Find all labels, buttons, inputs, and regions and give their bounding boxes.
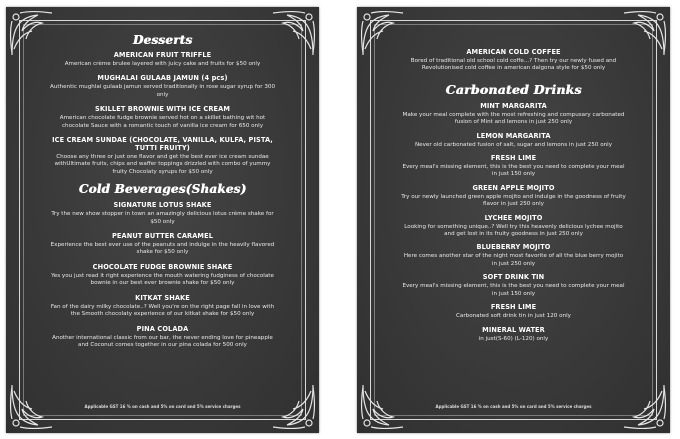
menu-item-name: AMERICAN FRUIT TRIFFLE — [113, 51, 212, 59]
menu-item-description: in just(S-60) (L-120) only — [478, 335, 549, 342]
menu-item-name: MINERAL WATER — [482, 325, 545, 334]
menu-item-description: Every meal's missing element, this is the best you need to complete your meal in just 150 only — [402, 283, 625, 297]
menu-item-description: Yes you just read it right experience the mouth watering fudginess of chocolate bownie in our best ever brownie shake for $50 only — [51, 272, 274, 287]
menu-item-description: Choose any three or just one flavor and get the best ever ice cream sundae withUltimate fruits, chips and waffer toppings drizzled with combo of yummy fruity Chocolaty syrups for $50 only — [54, 154, 271, 175]
menu-item-description: Every meal's missing element, this is the best you need to complete your meal in just 150 only — [402, 164, 625, 178]
menu-item-name: AMERICAN COLD COFFEE — [466, 48, 561, 56]
menu-item-description: Another international classic from our bar, the never ending love for pineapple and Coconut comes together in our pina colada for 500 only — [52, 334, 273, 348]
menu-item-description: Looking for something unique..? Well try this heavenly delicious lychee mojito and get lost in its fruity goodness in just 250 only — [404, 223, 623, 238]
menu-item-description: Fan of the dairy milky chocolate..? Well you're on the right page fall in love with the Smooth chocolaty experience of our kitkat shake for $50 only — [50, 303, 275, 318]
menu-item-name: SKILLET BROWNIE WITH ICE CREAM — [95, 105, 230, 114]
menu-item-name: LEMON MARGARITA — [476, 131, 551, 140]
tax-footnote: Applicable GST 16 % on cash and 5% on card and 5% service charges — [84, 404, 241, 409]
right-page-content — [399, 45, 628, 409]
menu-item-name: PINA COLADA — [136, 324, 189, 333]
menu-item-name: CHOCOLATE FUDGE BROWNIE SHAKE — [92, 262, 233, 271]
section-title-carbonated-drinks: Carbonated Drinks — [445, 81, 582, 97]
menu-item-description: Try the new show stopper in town an amazingly delicious lotus crème shake for $50 only — [51, 211, 274, 225]
menu-item-name: BLUEBERRY MOJITO — [476, 243, 551, 252]
menu-item-description: Bored of traditional old school cold coffe...? Then try our newly fused and Revolutionised cold coffee in american dalgona style for $50 only — [410, 58, 617, 72]
menu-item-name: PEANUT BUTTER CARAMEL — [112, 232, 213, 241]
menu-item-name: ICE CREAM SUNDAE (CHOCOLATE, VANILLA, KULFA, PISTA, TUTTI FRUITY) — [52, 136, 273, 153]
menu-item-description: Make your meal complete with the most refreshing and compusary carbonated fusion of Mint and lemons in just 250 only — [402, 111, 625, 126]
menu-item-name: FRESH LIME — [490, 154, 537, 163]
tax-footnote: Applicable GST 16 % on cash and 5% on card and 5% service charges — [435, 404, 592, 409]
menu-item-description: American chocolate fudge brownie served hot on a skillet bathing wit hot chocolate Sauce with a romantic touch of vanilla ice cream for 650 only — [59, 115, 266, 129]
section-title-desserts: Desserts — [132, 33, 193, 47]
left-page-content — [48, 33, 277, 409]
menu-item-name: SOFT DRINK TIN — [482, 273, 545, 282]
menu-item-description: Never old carbonated fusion of salt, sugar and lemons in just 250 only — [414, 141, 613, 148]
menu-item-description: Try our newly launched green apple mojito and indulge in the goodness of fruity flavor in just 250 only — [401, 193, 626, 208]
menu-item-name: FRESH LIME — [490, 303, 537, 312]
menu-item-name: LYCHEE MOJITO — [484, 213, 543, 222]
menu-item-description: American crème brulee layered with juicy cake and fruits for $50 only — [64, 61, 261, 67]
menu-page-right — [357, 7, 670, 433]
menu-item-description: Authentic mughlai gulaab jamun served traditionally in rose sugar syrup for 300 only — [50, 84, 276, 98]
section-title-cold-beverages: Cold Beverages(Shakes) — [78, 182, 247, 197]
menu-item-name: GREEN APPLE MOJITO — [472, 183, 555, 192]
menu-item-name: SIGNATURE LOTUS SHAKE — [113, 201, 212, 210]
menu-item-name: MINT MARGARITA — [480, 101, 547, 110]
menu-item-description: Here comes another star of the night most favorite of all the blue berry mojito in just 250 only — [403, 253, 624, 267]
menu-item-name: KITKAT SHAKE — [135, 293, 190, 302]
menu-item-description: Carbonated soft drink tin in just 120 only — [456, 313, 571, 320]
menu-page-left — [6, 7, 319, 433]
menu-item-description: Experience the best ever use of the peanuts and indulge in the heavily flavored shake for $50 only — [50, 242, 275, 256]
menu-item-name: MUGHALAI GULAAB JAMUN (4 pcs) — [97, 74, 228, 83]
